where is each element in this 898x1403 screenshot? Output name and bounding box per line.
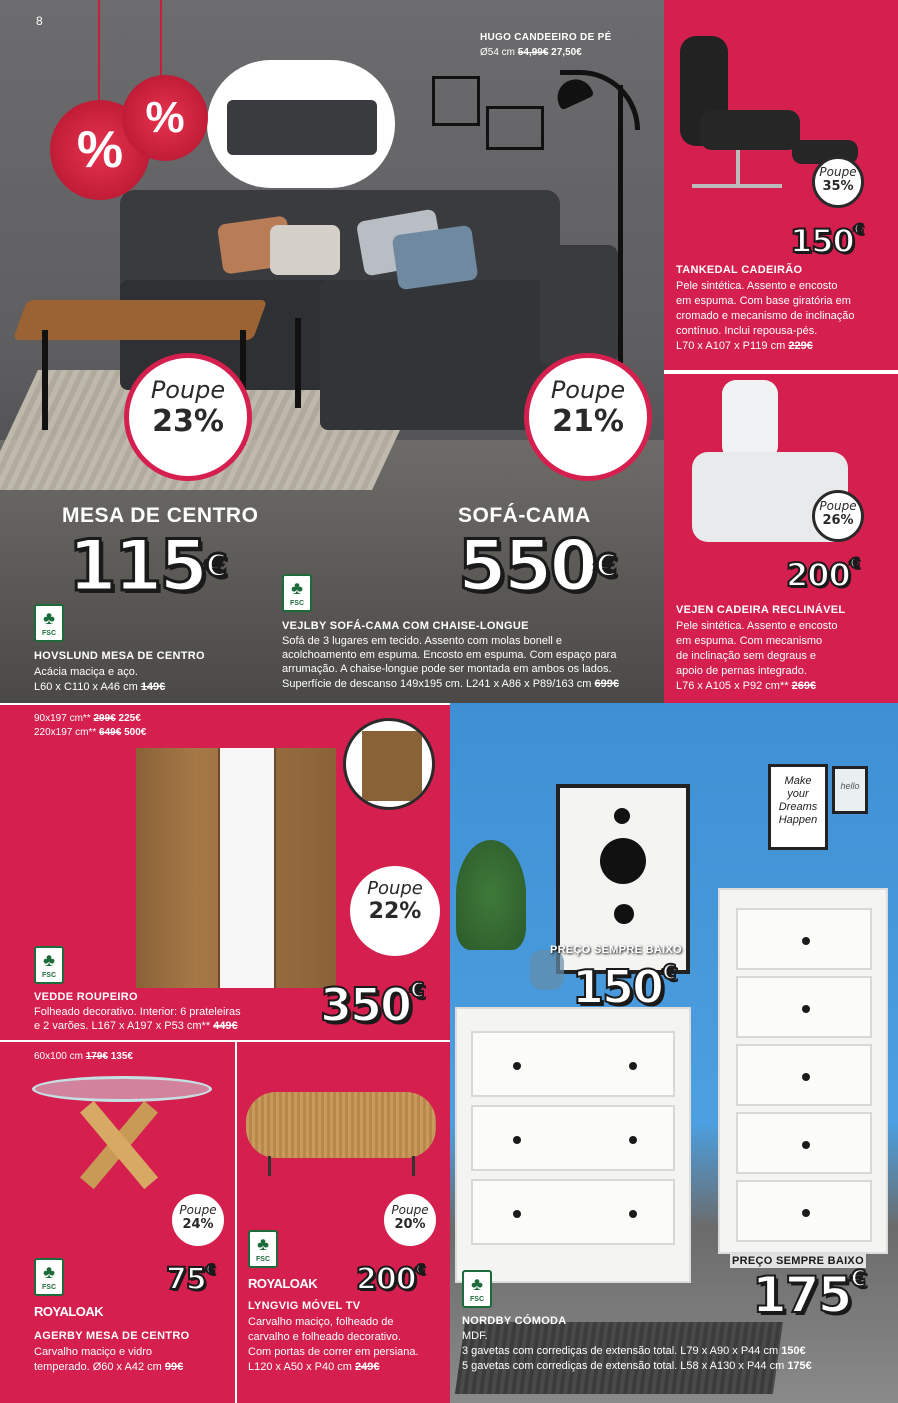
product-desc: apoio de pernas integrado. — [676, 665, 807, 677]
lamp-price-line — [480, 46, 582, 61]
drawer-knob — [513, 1062, 521, 1070]
price-currency: € — [850, 1266, 867, 1292]
fsc-label: FSC — [42, 630, 56, 637]
fsc-logo — [34, 604, 64, 642]
fsc-label: FSC — [42, 1284, 56, 1291]
cushion — [392, 225, 479, 291]
variant-price — [34, 712, 141, 727]
tv-unit-leg — [268, 1156, 271, 1176]
variant-new-price: 225€ — [118, 713, 141, 724]
variant-desc: 5 gavetas com corrediças de extensão total. L58 x A130 x P44 cm — [462, 1360, 785, 1372]
price — [68, 526, 227, 606]
variant-old-price: 649€ — [99, 727, 122, 738]
tag-string — [98, 0, 100, 110]
price-value: 115 — [68, 525, 206, 607]
price — [790, 222, 864, 260]
vase — [530, 950, 564, 990]
badge-label: Poupe — [367, 878, 423, 899]
variant-price — [34, 1050, 133, 1065]
drawer — [736, 908, 872, 970]
badge-label: Poupe — [819, 165, 857, 179]
product-name: AGERBY MESA DE CENTRO — [34, 1330, 190, 1342]
product-name: LYNGVIG MÓVEL TV — [248, 1300, 361, 1312]
drawer-knob — [629, 1136, 637, 1144]
category-title: SOFÁ-CAMA — [458, 504, 591, 527]
drawer-knob — [513, 1136, 521, 1144]
plant — [456, 840, 526, 950]
price-currency: € — [205, 1262, 216, 1278]
price-currency: € — [595, 548, 618, 584]
fsc-logo — [282, 574, 312, 612]
wall-shelf — [486, 106, 544, 150]
savings-badge — [172, 1194, 224, 1246]
old-price: 149€ — [140, 681, 166, 693]
price-currency: € — [849, 556, 860, 572]
variant-desc: 3 gavetas com corrediças de extensão total. L79 x A90 x P44 cm — [462, 1345, 779, 1357]
dresser-3-drawer — [455, 1007, 691, 1283]
product-desc: Pele sintética. Assento e encosto — [676, 280, 838, 292]
drawer — [736, 1180, 872, 1242]
badge-percent: 23% — [152, 404, 224, 439]
drawer — [471, 1105, 675, 1171]
sofa-bed-open — [227, 100, 377, 155]
variant-new-price: 135€ — [110, 1051, 133, 1062]
dims: L120 x A50 x P40 cm — [248, 1361, 352, 1373]
variant-price — [34, 726, 146, 741]
product-dims — [282, 677, 619, 692]
old-price: 449€ — [213, 1020, 238, 1032]
product-desc: de inclinação sem degraus e — [676, 650, 817, 662]
product-name: HOVSLUND MESA DE CENTRO — [34, 650, 205, 662]
old-price: 249€ — [355, 1361, 380, 1373]
fsc-logo — [248, 1230, 278, 1268]
low-price-label: PREÇO SEMPRE BAIXO — [732, 1255, 864, 1267]
poster-circle — [600, 838, 646, 884]
dims: L60 x C110 x A46 cm — [34, 681, 138, 693]
badge-label: Poupe — [391, 1203, 429, 1217]
badge-percent: 24% — [182, 1217, 214, 1232]
product-desc: Pele sintética. Assento e encosto — [676, 620, 838, 632]
wardrobe-interior — [362, 731, 422, 801]
product-desc: em espuma. Com mecanismo — [676, 635, 823, 647]
tv-unit — [246, 1092, 436, 1158]
price-currency: € — [853, 222, 864, 238]
product-desc: acolchoamento em espuma. Encosto em espuma. Com espaço para — [282, 649, 617, 661]
product-name: NORDBY CÓMODA — [462, 1315, 567, 1327]
product-dims — [248, 1360, 380, 1375]
dims: L76 x A105 x P92 cm** — [676, 680, 789, 692]
savings-badge — [350, 866, 440, 956]
product-dims — [34, 1360, 183, 1375]
price — [356, 1262, 425, 1297]
recliner-back — [722, 380, 778, 460]
wardrobe-interior-inset — [343, 718, 435, 810]
badge-label: Poupe — [550, 376, 626, 404]
drawer — [471, 1031, 675, 1097]
wall-shelf — [432, 76, 480, 126]
product-desc: carvalho e folheado decorativo. — [248, 1331, 401, 1343]
floor-lamp — [618, 85, 623, 395]
variant-new-price: 500€ — [124, 727, 147, 738]
drawer-knob — [513, 1210, 521, 1218]
table-leg — [42, 330, 48, 430]
fsc-label: FSC — [290, 600, 304, 607]
lamp-old-price: 54,99€ — [517, 47, 549, 58]
price-value: 200 — [786, 556, 850, 594]
old-price: 699€ — [594, 678, 619, 690]
drawer-knob — [629, 1062, 637, 1070]
price-value: 350 — [320, 978, 411, 1032]
price-value: 75 — [166, 1262, 206, 1297]
price-value: 150 — [790, 222, 854, 260]
price — [572, 960, 676, 1014]
product-name: VEJEN CADEIRA RECLINÁVEL — [676, 604, 846, 616]
savings-badge — [524, 353, 652, 481]
product-desc: Sofá de 3 lugares em tecido. Assento com molas bonell e — [282, 635, 563, 647]
fsc-label: FSC — [470, 1296, 484, 1303]
badge-percent: 20% — [394, 1217, 426, 1232]
product-name: TANKEDAL CADEIRÃO — [676, 264, 803, 276]
variant-price: 150€ — [781, 1345, 806, 1357]
product-desc: Com portas de correr em persiana. — [248, 1346, 419, 1358]
price-value: 150 — [572, 960, 663, 1014]
fsc-logo — [34, 1258, 64, 1296]
category-title: MESA DE CENTRO — [62, 504, 259, 527]
dims: Superfície de descanso 149x195 cm. L241 x A86 x P89/163 cm — [282, 678, 592, 690]
armchair-base — [692, 184, 782, 188]
product-variant — [462, 1344, 806, 1359]
price-value: 550 — [458, 525, 596, 607]
price — [166, 1262, 215, 1297]
badge-percent: 26% — [822, 513, 854, 528]
fsc-label: FSC — [256, 1256, 270, 1263]
low-price-label: PREÇO SEMPRE BAIXO — [550, 944, 682, 956]
lamp-dims: Ø54 cm — [480, 47, 516, 58]
drawer — [736, 976, 872, 1038]
lamp-new-price: 27,50€ — [551, 47, 582, 58]
variant-old-price: 299€ — [93, 713, 116, 724]
savings-badge — [812, 490, 864, 542]
poster-circle — [614, 808, 630, 824]
tag-string — [160, 0, 162, 80]
product-desc: contínuo. Inclui repousa-pés. — [676, 325, 818, 337]
product-desc: arrumação. A chaise-longue pode ser montada em ambos os lados. — [282, 663, 612, 675]
glass-tabletop — [32, 1076, 212, 1102]
product-desc: em espuma. Com base giratória em — [676, 295, 851, 307]
cushion — [270, 225, 340, 275]
old-price: 269€ — [791, 680, 817, 692]
poster-hello: hello — [832, 766, 868, 814]
drawer-knob — [629, 1210, 637, 1218]
badge-label: Poupe — [179, 1203, 217, 1217]
variant-dims: 220x197 cm** — [34, 727, 97, 738]
wardrobe — [136, 748, 336, 988]
price — [320, 978, 424, 1032]
product-dims — [34, 680, 165, 695]
price-value: 175 — [752, 1266, 851, 1324]
price-value: 200 — [356, 1262, 416, 1297]
product-name: VEDDE ROUPEIRO — [34, 991, 138, 1003]
armchair-base — [736, 150, 740, 186]
sofa-bed-inset — [207, 60, 395, 188]
lamp-name: HUGO CANDEEIRO DE PÉ — [480, 32, 612, 43]
savings-badge — [124, 353, 252, 481]
page-number: 8 — [36, 14, 43, 28]
product-desc: Folheado decorativo. Interior: 6 prateleiras — [34, 1006, 241, 1018]
product-desc: MDF. — [462, 1330, 488, 1342]
tv-unit-leg — [412, 1156, 415, 1176]
savings-badge — [384, 1194, 436, 1246]
dims: e 2 varões. L167 x A197 x P53 cm** — [34, 1020, 211, 1032]
royaloak-logo: ROYALOAK — [34, 1304, 104, 1319]
fsc-label: FSC — [42, 972, 56, 979]
variant-old-price: 179€ — [85, 1051, 108, 1062]
sofa-arm — [540, 245, 618, 365]
dims: temperado. Ø60 x A42 cm — [34, 1361, 162, 1373]
fsc-logo — [462, 1270, 492, 1308]
old-price: 99€ — [164, 1361, 184, 1373]
drawer-knob — [802, 937, 810, 945]
percent-tag: % — [122, 75, 208, 161]
price — [752, 1266, 866, 1324]
drawer — [471, 1179, 675, 1245]
table-leg — [295, 318, 301, 408]
product-desc: Carvalho maciço, folheado de — [248, 1316, 394, 1328]
drawer — [736, 1112, 872, 1174]
percent-tag: % — [50, 100, 150, 200]
drawer-knob — [802, 1005, 810, 1013]
product-desc: Acácia maciça e aço. — [34, 666, 138, 678]
variant-dims: 90x197 cm** — [34, 713, 91, 724]
savings-badge — [812, 156, 864, 208]
old-price: 229€ — [788, 340, 813, 352]
price — [458, 526, 617, 606]
drawer-knob — [802, 1141, 810, 1149]
price-currency: € — [205, 548, 228, 584]
variant-price: 175€ — [787, 1360, 812, 1372]
drawer-knob — [802, 1073, 810, 1081]
price-currency: € — [415, 1262, 426, 1278]
dims: L70 x A107 x P119 cm — [676, 340, 786, 352]
product-name: VEJLBY SOFÁ-CAMA COM CHAISE-LONGUE — [282, 620, 529, 632]
badge-label: Poupe — [819, 499, 857, 513]
badge-percent: 21% — [552, 404, 624, 439]
drawer-knob — [802, 1209, 810, 1217]
variant-dims: 60x100 cm — [34, 1051, 83, 1062]
dresser-5-drawer — [718, 888, 888, 1254]
badge-label: Poupe — [150, 376, 226, 404]
royaloak-logo: ROYALOAK — [248, 1276, 318, 1291]
armchair-seat — [700, 110, 800, 150]
wardrobe-mirror-door — [218, 748, 276, 988]
product-dims — [676, 339, 813, 354]
poster-make-your-dreams: Make your Dreams Happen — [768, 764, 828, 850]
product-dims — [34, 1019, 238, 1034]
product-desc: cromado e mecanismo de inclinação — [676, 310, 855, 322]
price-currency: € — [410, 978, 425, 1002]
price — [786, 556, 860, 594]
product-desc: Carvalho maciço e vidro — [34, 1346, 152, 1358]
drawer — [736, 1044, 872, 1106]
fsc-logo — [34, 946, 64, 984]
product-dims — [676, 679, 816, 694]
product-variant — [462, 1359, 812, 1374]
coffee-table — [13, 300, 268, 340]
badge-percent: 22% — [368, 899, 422, 924]
price-currency: € — [662, 960, 677, 984]
badge-percent: 35% — [822, 179, 854, 194]
poster-circle — [614, 904, 634, 924]
